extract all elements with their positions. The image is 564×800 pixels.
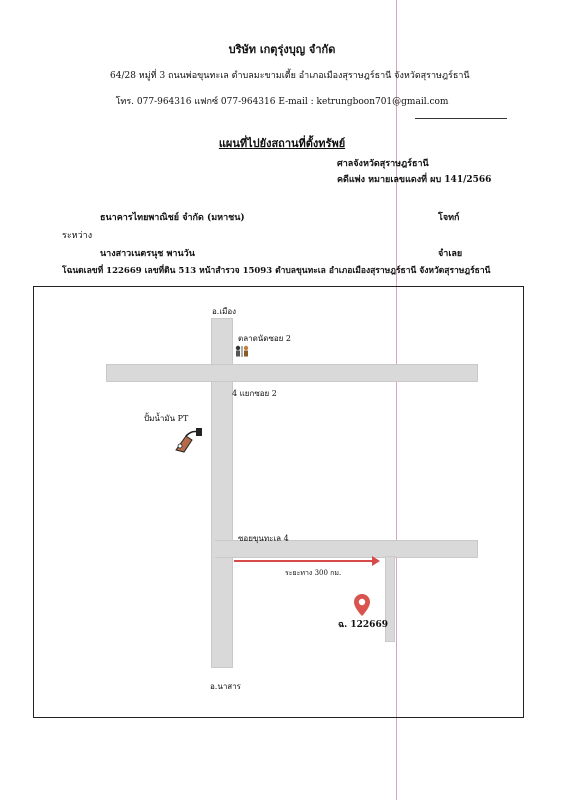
market-icon (234, 344, 252, 363)
junction-label: 4 แยกซอย 2 (232, 389, 277, 398)
between-label: ระหว่าง (62, 231, 93, 241)
gas-pump-icon (172, 424, 206, 458)
distance-arrowhead (372, 556, 380, 566)
south-label: อ.นาสาร (210, 682, 241, 691)
defendant-role: จำเลย (438, 249, 463, 259)
court-name: ศาลจังหวัดสุราษฎร์ธานี (337, 159, 429, 169)
header-rule (415, 118, 507, 119)
defendant-name: นางสาวเนตรนุช พานวัน (100, 249, 195, 259)
plaintiff-name: ธนาคารไทยพาณิชย์ จำกัด (มหาชน) (100, 213, 245, 223)
gas-station-label: ปั้มน้ำมัน PT (144, 414, 189, 423)
map-frame (33, 286, 524, 718)
north-label: อ.เมือง (212, 307, 237, 316)
plaintiff-role: โจทก์ (438, 213, 460, 223)
company-address: 64/28 หมู่ที่ 3 ถนนพ่อขุนทะเล ตำบลมะขามเตี้ย อำเภอเมืองสุราษฎร์ธานี จังหวัดสุราษฎร์ธานี (110, 71, 470, 81)
location-pin-icon (354, 594, 370, 620)
case-number: คดีแพ่ง หมายเลขแดงที่ ผบ 141/2566 (337, 175, 492, 185)
company-name: บริษัท เกตุรุ่งบุญ จำกัด (228, 43, 336, 56)
company-contact: โทร. 077-964316 แฟกซ์ 077-964316 E-mail : ketrungboon701@gmail.com (115, 97, 449, 107)
market-label: ตลาดนัดซอย 2 (238, 334, 292, 343)
distance-label: ระยะทาง 300 กม. (285, 569, 342, 577)
deed-label: ฉ. 122669 (338, 620, 388, 630)
road-soi-2 (106, 364, 478, 382)
doc-title: แผนที่ไปยังสถานที่ตั้งทรัพย์ (218, 137, 346, 150)
property-line: โฉนดเลขที่ 122669 เลขที่ดิน 513 หน้าสำรวจ 15093 ตำบลขุนทะเล อำเภอเมืองสุราษฎร์ธานี จังหวัดสุราษฎร์ธานี (62, 266, 491, 276)
distance-arrow (234, 560, 374, 562)
junction-fill (212, 365, 232, 381)
soi-label: ซอยขุนทะเล 4 (238, 534, 289, 543)
junction-fill-2 (212, 541, 232, 557)
